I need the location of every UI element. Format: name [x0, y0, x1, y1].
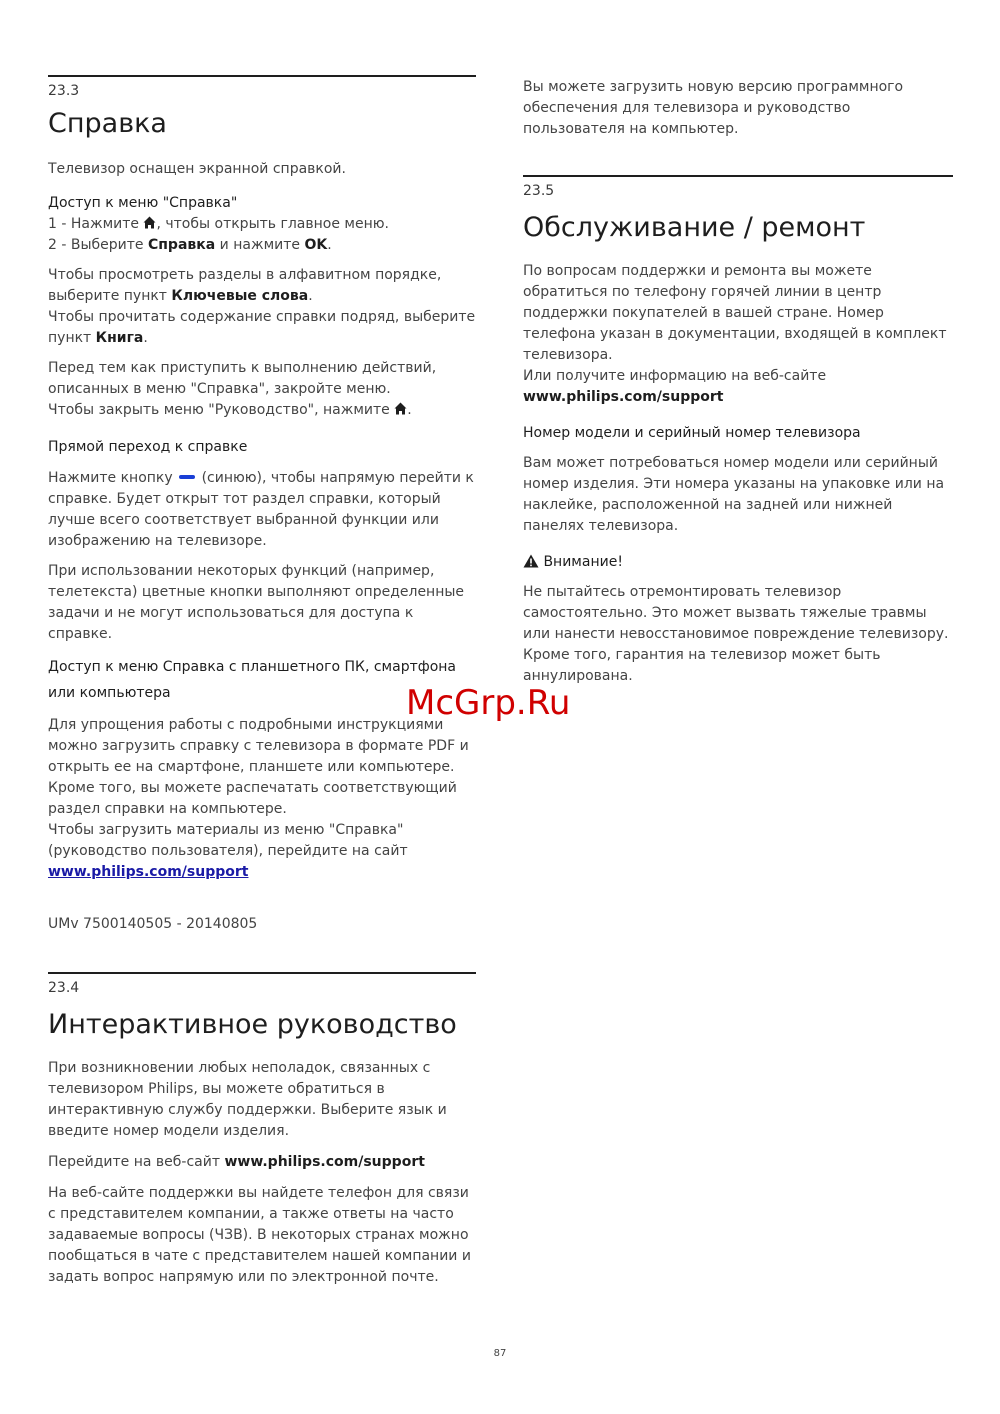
- close-menu-text: Перед тем как приступить к выполнению действий, описанных в меню "Справка", закройте меню. Чтобы закрыть меню "Руководство", нажмите .: [48, 360, 437, 418]
- intro-text: Телевизор оснащен экранной справкой.: [48, 161, 346, 177]
- step-2: 2 - Выберите Справка и нажмите OK.: [48, 237, 332, 253]
- home-icon: [143, 216, 156, 229]
- section-title: Справка: [48, 108, 167, 139]
- direct-text: Нажмите кнопку (синюю), чтобы напрямую перейти к справке. Будет открыт тот раздел справки, который лучше всего соответствует выбранной функции или изображению на телевизоре.: [48, 470, 474, 549]
- section-number: 23.5: [523, 183, 555, 199]
- website-text: Перейдите на веб-сайт www.philips.com/support: [48, 1154, 425, 1170]
- color-keys-text: При использовании некоторых функций (например, телетекста) цветные кнопки выполняют определенные задачи и не могут использоваться для доступа к справке.: [48, 563, 465, 642]
- online-help-text: При возникновении любых неполадок, связанных с телевизором Philips, вы можете обратиться в интерактивную службу поддержки. Выберите язык и введите номер модели изделия.: [48, 1060, 447, 1139]
- section-number: 23.3: [48, 83, 80, 99]
- pdf-text: Для упрощения работы с подробными инструкциями можно загрузить справку с телевизора в формате PDF и открыть ее на смартфоне, планшете или компьютере. Кроме того, вы можете распечатать соответствующий раздел справки на компьютере.: [48, 717, 469, 817]
- warning-text: Не пытайтесь отремонтировать телевизор самостоятельно. Это может вызвать тяжелые травмы или нанести невосстановимое повреждение телевизору. Кроме того, гарантия на телевизор может быть аннулирована.: [523, 584, 949, 684]
- support-site-text: На веб-сайте поддержки вы найдете телефон для связи с представителем компании, а также ответы на часто задаваемые вопросы (ЧЗВ). В некоторых странах можно пообщаться в чате с представителем нашей компании и задать вопрос напрямую или по электронной почте.: [48, 1185, 471, 1285]
- section-rule: [48, 972, 476, 974]
- access-heading: Доступ к меню "Справка": [48, 195, 238, 211]
- section-23-3: [48, 75, 476, 883]
- download-software-text: Вы можете загрузить новую версию программного обеспечения для телевизора и руководство пользователя на компьютер.: [523, 79, 904, 137]
- page-number: 87: [493, 1348, 507, 1359]
- section-number: 23.4: [48, 980, 80, 996]
- tablet-heading: Доступ к меню Справка с планшетного ПК, смартфона или компьютера: [48, 659, 457, 701]
- step-1: 1 - Нажмите , чтобы открыть главное меню.: [48, 216, 389, 232]
- download-text: Чтобы загрузить материалы из меню "Справка" (руководство пользователя), перейдите на сайт www.philips.com/support: [48, 822, 408, 880]
- home-icon: [394, 402, 407, 415]
- warning-heading: Внимание!: [523, 552, 953, 573]
- section-rule: [48, 75, 476, 77]
- right-column: [523, 77, 953, 687]
- alphabetical-text: Чтобы просмотреть разделы в алфавитном порядке, выберите пункт Ключевые слова. Чтобы прочитать содержание справки подряд, выберите пункт Книга.: [48, 267, 476, 346]
- watermark: McGrp.Ru: [406, 683, 571, 723]
- umv-code: UMv 7500140505 - 20140805: [48, 916, 258, 932]
- direct-heading: Прямой переход к справке: [48, 439, 248, 455]
- section-rule: [523, 175, 953, 177]
- section-title: Интерактивное руководство: [48, 1009, 457, 1040]
- warning-icon: [523, 554, 539, 568]
- model-heading: Номер модели и серийный номер телевизора: [523, 425, 861, 441]
- philips-support-link[interactable]: www.philips.com/support: [48, 864, 249, 880]
- blue-key-icon: [179, 475, 195, 479]
- section-title: Обслуживание / ремонт: [523, 212, 866, 243]
- section-23-4: [48, 972, 476, 1288]
- model-text: Вам может потребоваться номер модели или серийный номер изделия. Эти номера указаны на упаковке или на наклейке, расположенной на задней или нижней панелях телевизора.: [523, 455, 945, 534]
- service-text: По вопросам поддержки и ремонта вы можете обратиться по телефону горячей линии в центр поддержки покупателей в вашей стране. Номер телефона указан в документации, входящей в комплект телевизора. Или получите информацию на веб-сайте www.philips.com/support: [523, 263, 947, 405]
